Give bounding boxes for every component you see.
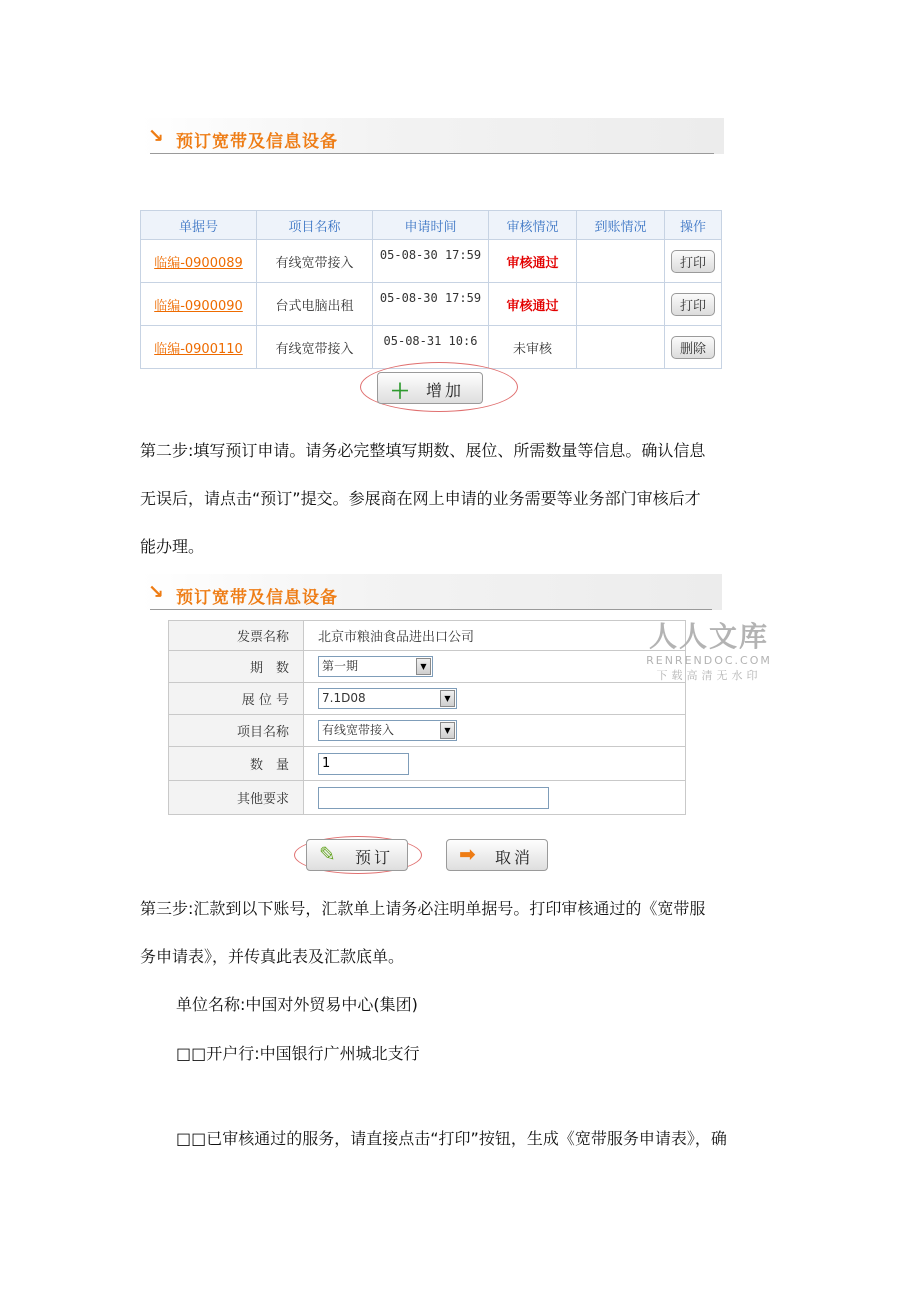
step2-line3: 能办理。 xyxy=(140,537,205,556)
booth-select[interactable] xyxy=(318,688,457,709)
watermark-tagline: 下载高清无水印 xyxy=(656,669,762,682)
section-title: 预订宽带及信息设备 xyxy=(176,588,338,608)
delete-button[interactable]: 删除 xyxy=(671,336,715,359)
other-label: 其他要求 xyxy=(169,781,304,815)
payment-status xyxy=(577,283,665,326)
account-name: 单位名称:中国对外贸易中心(集团) xyxy=(176,995,418,1014)
item-name: 台式电脑出租 xyxy=(257,283,373,326)
form-row-booth xyxy=(169,683,686,715)
other-input[interactable] xyxy=(318,787,549,809)
form-row-quantity xyxy=(169,747,686,781)
add-button-label: 增加 xyxy=(426,381,465,400)
section-header-2 xyxy=(140,574,722,610)
table-row xyxy=(141,240,722,283)
action-cell xyxy=(665,326,722,369)
step3-line1: 第三步:汇款到以下账号，汇款单上请务必注明单据号。打印审核通过的《宽带服 xyxy=(140,899,706,918)
add-button[interactable] xyxy=(377,372,483,404)
period-select[interactable] xyxy=(318,656,433,677)
order-id-link[interactable]: 临编-0900110 xyxy=(141,326,257,369)
item-name: 有线宽带接入 xyxy=(257,240,373,283)
section-title: 预订宽带及信息设备 xyxy=(176,132,338,152)
account-bank: □□开户行:中国银行广州城北支行 xyxy=(176,1044,420,1063)
review-status: 审核通过 xyxy=(489,240,577,283)
note-line1: □□已审核通过的服务，请直接点击“打印”按钮，生成《宽带服务申请表》，确 xyxy=(176,1129,727,1148)
action-cell xyxy=(665,283,722,326)
period-label: 期 数 xyxy=(169,651,304,683)
booth-value: 7.1D08 xyxy=(322,691,366,705)
chevron-down-icon[interactable]: ▼ xyxy=(440,722,455,739)
step3-line2: 务申请表》，并传真此表及汇款底单。 xyxy=(140,947,405,966)
section-header-1 xyxy=(140,118,724,154)
plus-icon: ＋ xyxy=(390,379,410,403)
watermark-logo xyxy=(644,620,774,683)
table-row xyxy=(141,283,722,326)
step2-line2: 无误后，请点击“预订”提交。参展商在网上申请的业务需要等业务部门审核后才 xyxy=(140,489,701,508)
column-header: 操作 xyxy=(665,211,722,240)
chevron-down-icon[interactable]: ▼ xyxy=(440,690,455,707)
review-status: 审核通过 xyxy=(489,283,577,326)
print-button[interactable]: 打印 xyxy=(671,250,715,273)
order-form xyxy=(168,620,686,815)
order-id-link[interactable]: 临编-0900090 xyxy=(141,283,257,326)
project-value: 有线宽带接入 xyxy=(322,723,395,737)
form-row-period xyxy=(169,651,686,683)
cancel-button[interactable] xyxy=(446,839,548,871)
form-row-other xyxy=(169,781,686,815)
action-cell xyxy=(665,240,722,283)
watermark-domain: RENRENDOC.COM xyxy=(646,654,772,667)
column-header: 到账情况 xyxy=(577,211,665,240)
apply-time: 05-08-30 17:59 xyxy=(373,240,489,283)
payment-status xyxy=(577,326,665,369)
project-select[interactable] xyxy=(318,720,457,741)
apply-time: 05-08-30 17:59 xyxy=(373,283,489,326)
column-header: 审核情况 xyxy=(489,211,577,240)
column-header: 单据号 xyxy=(141,211,257,240)
invoice-label: 发票名称 xyxy=(169,621,304,651)
watermark-main: 人人文库 xyxy=(648,620,769,653)
divider xyxy=(150,153,714,154)
payment-status xyxy=(577,240,665,283)
column-header: 申请时间 xyxy=(373,211,489,240)
quantity-input[interactable]: 1 xyxy=(318,753,409,775)
item-name: 有线宽带接入 xyxy=(257,326,373,369)
step2-line1: 第二步:填写预订申请。请务必完整填写期数、展位、所需数量等信息。确认信息 xyxy=(140,441,706,460)
apply-time: 05-08-31 10:6 xyxy=(373,326,489,369)
reserve-button-label: 预订 xyxy=(355,848,394,867)
review-status: 未审核 xyxy=(489,326,577,369)
invoice-value: 北京市粮油食品进出口公司 xyxy=(304,621,686,651)
arrow-icon: ↘ xyxy=(148,125,164,147)
table-header-row xyxy=(141,211,722,240)
quantity-label: 数 量 xyxy=(169,747,304,781)
period-value: 第一期 xyxy=(322,659,359,673)
project-label: 项目名称 xyxy=(169,715,304,747)
orders-table xyxy=(140,210,722,369)
column-header: 项目名称 xyxy=(257,211,373,240)
arrow-icon: ↘ xyxy=(148,581,164,603)
form-row-invoice xyxy=(169,621,686,651)
pencil-icon: ✎ xyxy=(319,842,336,866)
order-id-link[interactable]: 临编-0900089 xyxy=(141,240,257,283)
reserve-button[interactable] xyxy=(306,839,408,871)
divider xyxy=(150,609,712,610)
cancel-button-label: 取消 xyxy=(495,848,534,867)
booth-label: 展 位 号 xyxy=(169,683,304,715)
print-button[interactable]: 打印 xyxy=(671,293,715,316)
arrow-right-icon: ➡ xyxy=(459,842,476,866)
chevron-down-icon[interactable]: ▼ xyxy=(416,658,431,675)
form-row-project xyxy=(169,715,686,747)
